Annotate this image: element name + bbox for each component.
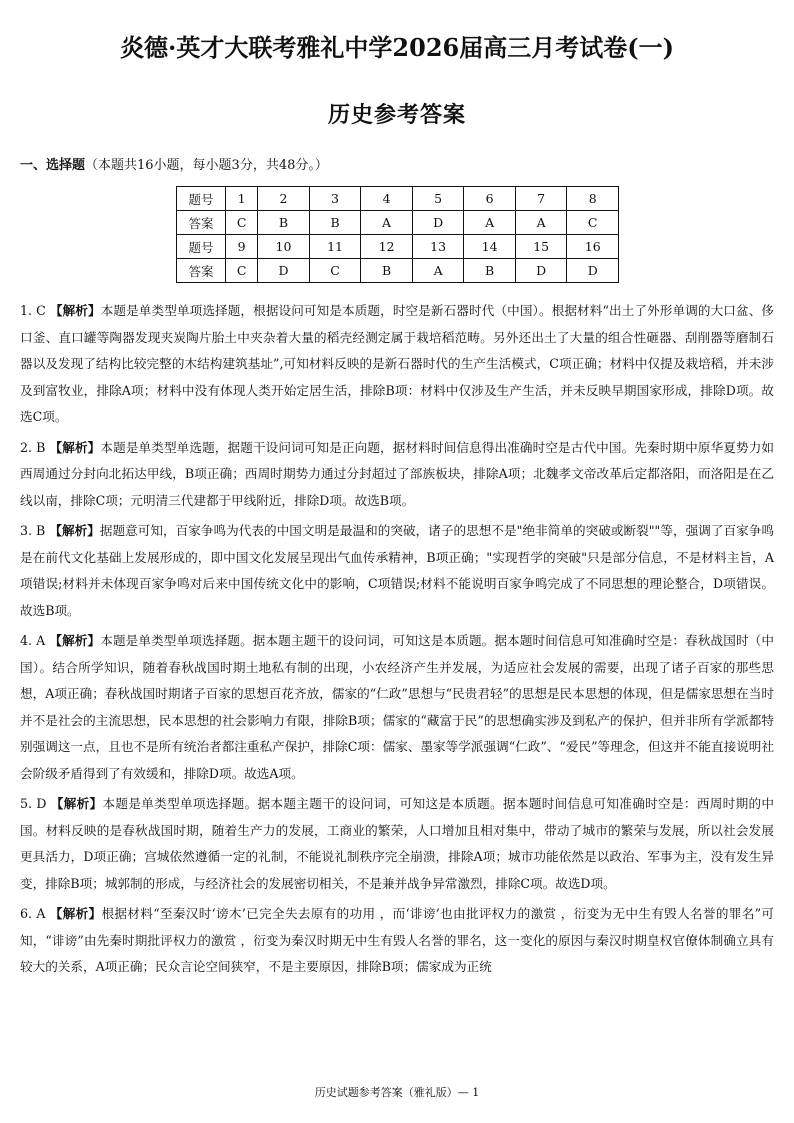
row-label: 题号 [177,187,226,211]
section-label: 一、选择题 [20,158,86,173]
analysis-tag: 【解析】 [49,906,102,921]
question-number: 13 [412,235,464,259]
question-number: 11 [309,235,361,259]
item-number: 1. C [20,303,46,318]
answer-letter: B [258,211,310,235]
answer-letter: D [412,211,464,235]
question-number: 2 [258,187,310,211]
analysis-tag: 【解析】 [49,633,101,648]
question-number: 9 [226,235,258,259]
question-number: 3 [309,187,361,211]
explanation-item [20,791,774,897]
question-number: 16 [567,235,619,259]
explanation-item [20,628,774,787]
item-text: 本题是单类型单选题，据题干设问词可知是正向题，据材料时间信息得出准确时空是古代中国。先秦时期中原华夏势力如西周通过分封向北拓达甲线，B项正确；西周时期势力通过分封超过了部族板块，排除A项；北魏孝文帝改革后定都洛阳，而洛阳是在乙线以南，排除C项；元明清三代建都于甲线附近，排除D项。故选B项。 [20,439,775,508]
question-number: 8 [567,187,619,211]
answer-letter: A [464,211,516,235]
explanation-item [20,518,774,624]
page-footer: 历史试题参考答案（雅礼版）— 1 [314,1086,480,1099]
answer-letter: A [361,211,413,235]
explanation-list [20,298,774,985]
table-row [177,187,619,211]
question-number: 7 [515,187,567,211]
question-number: 15 [515,235,567,259]
section-heading [20,154,328,173]
row-label: 答案 [177,259,226,283]
item-number: 5. D [20,796,47,811]
item-text: 据题意可知，百家争鸣为代表的中国文明是最温和的突破，诸子的思想不是"绝非简单的突破或断裂""等，强调了百家争鸣是在前代文化基础上发展形成的，即中国文化发展呈现出气血传承精神，B项正确；"实现哲学的突破"只是部分信息，不是材料主旨，A项错误;材料并未体现百家争鸣对后来中国传统文化中的影响，C项错误;材料不能说明百家争鸣完成了不同思想的理论整合，D项错误。故选B项。 [20,523,774,618]
answer-letter: A [412,259,464,283]
table-row [177,235,619,259]
answer-letter: D [567,259,619,283]
answer-letter: D [515,259,567,283]
answer-letter: C [567,211,619,235]
item-text: 本题是单类型单项选择题，根据设问可知是本质题，时空是新石器时代（中国）。根据材料“出土了外形单调的大口盆、侈口釜、直口罐等陶器发现夹炭陶片胎土中夹杂着大量的稻壳经测定属于栽培稻范畴。另外还出土了大量的组合性砸器、刮削器等磨制石器以及发现了结构比较完整的木结构建筑基址”,可知材料反映的是新石器时代的生产生活模式，C项正确；材料中仅提及栽培稻，并未涉及到富牧业，排除A项；材料中没有体现人类开始定居生活，排除B项：材料中仅涉及生产生活，并未反映早期国家形成，排除D项。故选C项。 [20,303,775,424]
answer-letter: D [258,259,310,283]
row-label: 答案 [177,211,226,235]
question-number: 6 [464,187,516,211]
row-label: 题号 [177,235,226,259]
item-text: 本题是单类型单项选择题。据本题主题干的设问词，可知这是本质题。据本题时间信息可知准确时空是：春秋战国时（中国）。结合所学知识，随着春秋战国时期土地私有制的出现，小农经济产生并发展，为适应社会发展的需要，出现了诸子百家的那些思想，A项正确；春秋战国时期诸子百家的思想百花齐放，儒家的“仁政”思想与“民贵君轻”的思想是民本思想的体现，但是儒家思想在当时并不是社会的主流思想，民本思想的社会影响力有限，排除B项；儒家的“藏富于民”的思想确实涉及到私产的保护，但并非所有学派都特别强调这一点，且也不是所有统治者都注重私产保护，排除C项：儒家、墨家等学派强调“仁政”、“爱民”等理念，但这并不能直接说明社会阶级矛盾得到了有效缓和，排除D项。故选A项。 [20,633,774,781]
answer-letter: B [464,259,516,283]
question-number: 1 [226,187,258,211]
section-note: （本题共16小题，每小题3分，共48分。） [85,158,328,173]
table-row [177,211,619,235]
explanation-item [20,901,774,981]
answer-letter: C [226,259,258,283]
item-number: 4. A [20,633,46,648]
item-number: 2. B [20,439,46,455]
item-number: 6. A [20,906,46,921]
question-number: 5 [412,187,464,211]
analysis-tag: 【解析】 [49,439,101,455]
answer-key-title: 历史参考答案 [327,102,466,128]
explanation-item [20,298,774,431]
question-number: 12 [361,235,413,259]
analysis-tag: 【解析】 [50,796,103,811]
item-text: 根据材料“至秦汉时‘谤木’已完全失去原有的功用 ，而‘诽谤’也由批评权力的激赏 ，衍变为无中生有毁人名誉的罪名”可知，“诽谤”由先秦时期批评权力的激赏 ，衍变为秦汉时期无中生有毁人名誉的罪名，这一变化的原因与秦汉时期皇权官僚体制确立具有较大的关系，A项正确；民众言论空间狭窄，不是主要原因，排除B项；儒家成为正统 [20,906,774,974]
answer-letter: C [309,259,361,283]
exam-title: 炎德·英才大联考雅礼中学2026届高三月考试卷(一) [120,33,674,62]
table-row [177,259,619,283]
analysis-tag: 【解析】 [49,523,100,538]
answer-letter: A [515,211,567,235]
analysis-tag: 【解析】 [49,303,101,318]
answer-letter: C [226,211,258,235]
answer-letter: B [361,259,413,283]
item-number: 3. B [20,523,46,538]
answer-letter: B [309,211,361,235]
question-number: 10 [258,235,310,259]
item-text: 本题是单类型单项选择题。据本题主题干的设问词，可知这是本质题。据本题时间信息可知准确时空是：西周时期的中国。材料反映的是春秋战国时期，随着生产力的发展，工商业的繁荣，人口增加且相对集中，带动了城市的繁荣与发展，所以社会发展更具活力，D项正确；宫城依然遵循一定的礼制，不能说礼制秩序完全崩溃，排除A项；城市功能依然是以政治、军事为主，没有发生异变，排除B项；城郭制的形成，与经济社会的发展密切相关，不是兼并战争异常激烈，排除C项。故选D项。 [20,796,775,891]
question-number: 14 [464,235,516,259]
question-number: 4 [361,187,413,211]
explanation-item [20,435,774,515]
answer-table [176,186,619,283]
